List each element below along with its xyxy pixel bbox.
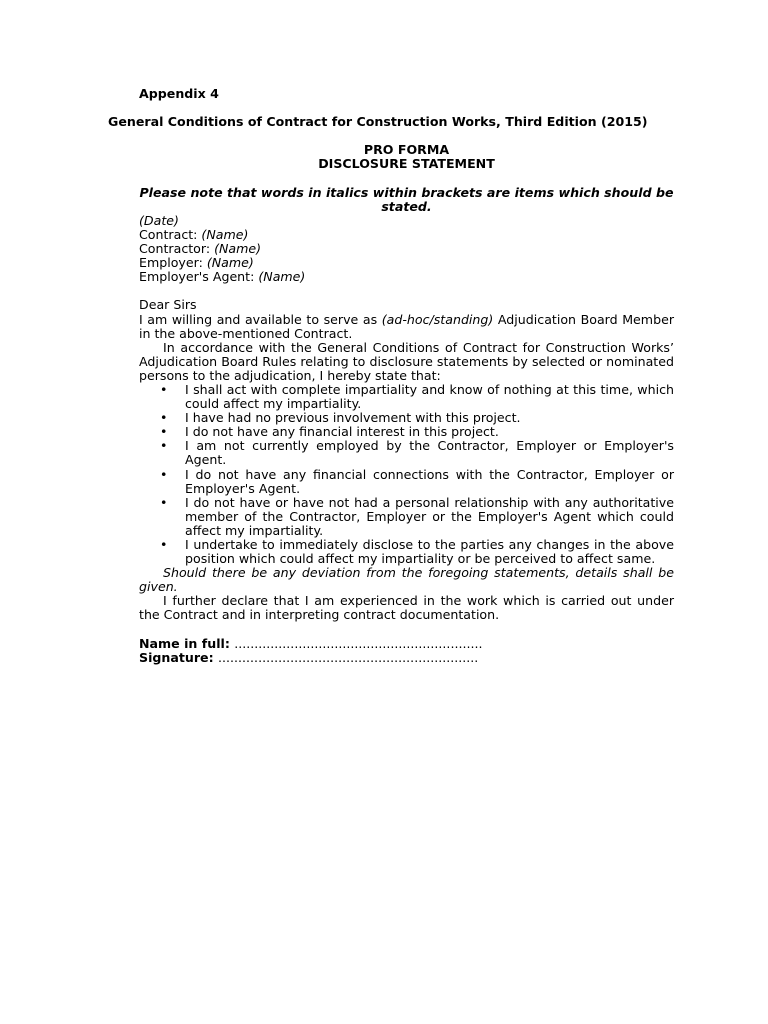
bullet-icon: • [160,494,168,510]
contractor-value: (Name) [214,241,262,257]
experience-paragraph: I further declare that I am experienced in the work which is carried out under the Contract and in interpreting contract documentation. [139,593,674,623]
statement-text: I do not have any financial interest in this project. [185,424,499,440]
contract-field [139,228,674,242]
willing-text-italic: (ad-hoc/standing) [381,311,494,327]
bullet-icon: • [160,381,168,397]
willing-text-end: Adjudication Board Member in the above-mentioned Contract. [139,311,674,341]
bullet-icon: • [160,537,168,552]
agent-value: (Name) [258,269,306,285]
signature-dots: ................................................................. [218,649,479,665]
employer-value: (Name) [206,255,254,271]
bullet-icon: • [160,410,168,426]
statement-text: I am not currently employed by the Contractor, Employer or Employer's Agent. [185,438,674,468]
employer-field [139,256,674,270]
employer-label: Employer: [139,255,207,271]
statement-text: I undertake to immediately disclose to the parties any changes in the above position which could affect my impartiality or be perceived to affect same. [185,537,674,567]
bullet-icon: • [160,424,168,440]
deviation-note: Should there be any deviation from the foregoing statements, details shall be given. [139,565,674,595]
contractor-field [139,242,674,256]
name-in-full-line [139,637,674,651]
agent-field [139,270,674,284]
accordance-paragraph: In accordance with the General Conditions of Contract for Construction Works’ Adjudication Board Rules relating to disclosure statements by selected or nominated persons to the adjudication, I hereby state that: [139,339,674,383]
statement-text: I do not have any financial connections with the Contractor, Employer or Employer's Agent. [185,466,674,496]
statement-list [139,383,674,566]
appendix-label: Appendix 4 [139,86,219,101]
signature-label: Signature: [139,649,219,665]
date-field: (Date) [139,212,179,228]
contract-value: (Name) [201,226,249,242]
bullet-icon: • [160,438,168,454]
contract-label: Contract: [139,226,202,242]
salutation: Dear Sirs [139,297,197,313]
form-title-line2: DISCLOSURE STATEMENT [318,156,495,172]
list-item [139,468,674,496]
willing-paragraph [139,313,674,341]
list-item [139,538,674,566]
bullet-icon: • [160,466,168,482]
name-label: Name in full: [139,635,235,651]
agent-label: Employer's Agent: [139,269,259,285]
contractor-label: Contractor: [139,241,215,257]
signature-line [139,651,674,665]
statement-text: I shall act with complete impartiality and know of nothing at this time, which could affect my impartiality. [185,381,674,412]
document-body [139,87,674,665]
list-item [139,439,674,467]
statement-text: I have had no previous involvement with this project. [185,410,521,426]
willing-text-start: I am willing and available to serve as [139,311,382,327]
form-title-line1: PRO FORMA [363,142,450,158]
instruction-note: Please note that words in italics within brackets are items which should be stated. [139,184,674,214]
list-item [139,496,674,538]
list-item [139,411,674,425]
list-item [139,383,674,411]
conditions-title: General Conditions of Contract for Construction Works, Third Edition (2015) [108,114,648,129]
list-item [139,425,674,439]
statement-text: I do not have or have not had a personal relationship with any authoritative member of the Contractor, Employer or the Employer's Agent which could affect my impartiality. [185,494,674,538]
name-dots: .............................................................. [234,635,483,651]
